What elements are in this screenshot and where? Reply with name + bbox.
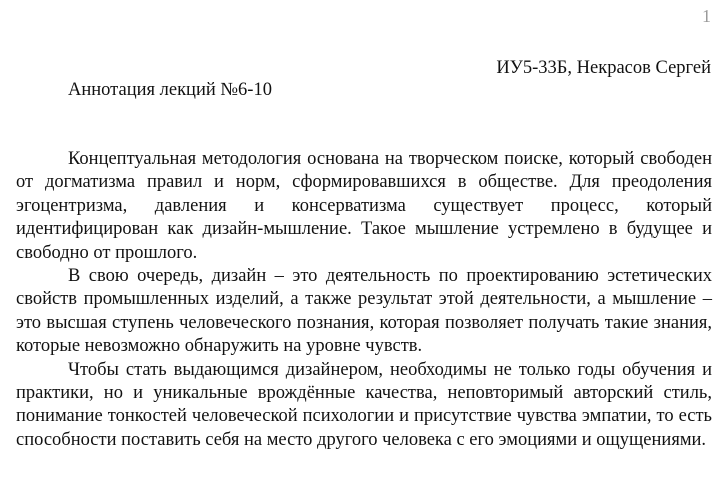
document-body — [16, 148, 712, 452]
document-title: Аннотация лекций №6-10 — [68, 80, 272, 100]
paragraph-3: Чтобы стать выдающимся дизайнером, необходимы не только годы обучения и практики, но и уникальные врождённые качества, неповторимый авторский стиль, понимание тонкостей человеческой психологии и присутствие чувства эмпатии, то есть способности поставить себя на место другого человека с его эмоциями и ощущениями. — [16, 359, 712, 450]
paragraph-1: Концептуальная методология основана на творческом поиске, который свободен от догматизма правил и норм, сформировавшихся в обществе. Для преодоления эгоцентризма, давления и консерватизма существует процесс, который идентифицирован как дизайн-мышление. Такое мышление устремлено в будущее и свободно от прошлого. — [16, 149, 712, 263]
author-line: ИУ5-33Б, Некрасов Сергей — [496, 58, 711, 78]
page-number: 1 — [702, 6, 711, 26]
paragraph-2: В свою очередь, дизайн – это деятельность по проектированию эстетических свойств промышленных изделий, а также результат этой деятельности, а мышление – это высшая ступень человеческого познания, которая позволяет получать такие знания, которые невозможно обнаружить на уровне чувств. — [16, 266, 712, 357]
